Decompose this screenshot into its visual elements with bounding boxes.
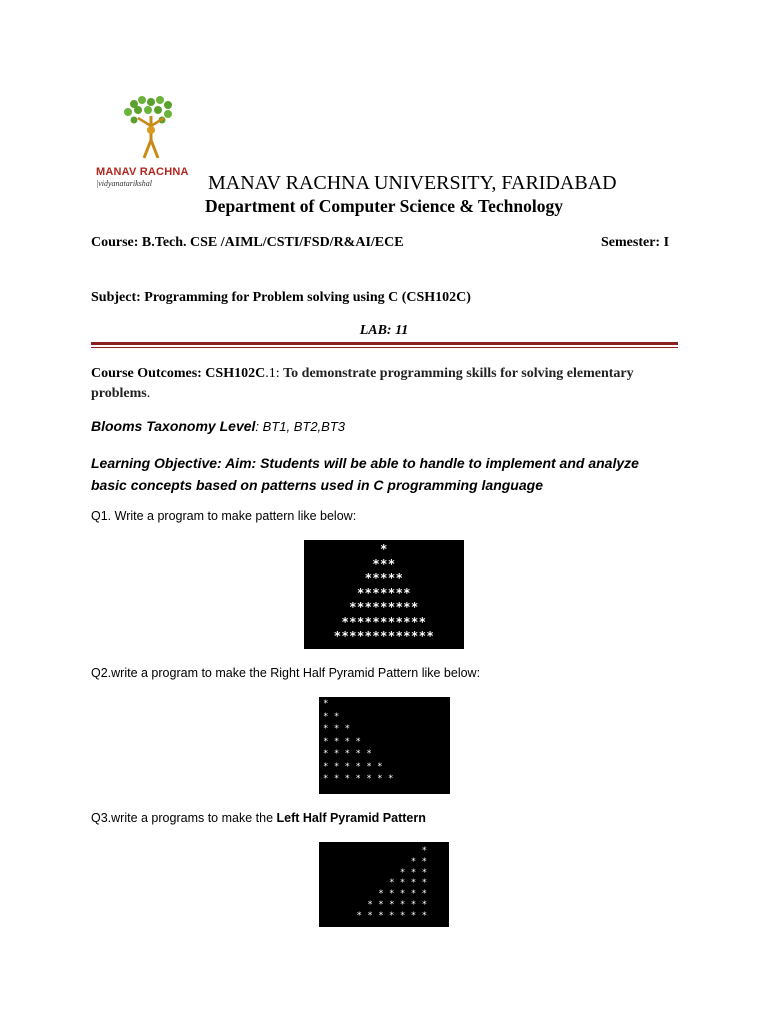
course-line: Course: B.Tech. CSE /AIML/CSTI/FSD/R&AI/ECE <box>91 235 404 250</box>
outcomes-label: Course Outcomes: CSH102C <box>91 366 266 381</box>
pattern-row: * <box>421 846 427 856</box>
outcomes-text: To demonstrate programming skills for solving elementary problems <box>91 366 634 401</box>
divider-thin <box>91 347 678 348</box>
pattern-row: * * * * <box>389 878 427 889</box>
lab-number: LAB: 11 <box>359 323 409 338</box>
pattern-row: * * * * * * * <box>323 774 394 784</box>
pattern-row: * * * <box>399 867 427 878</box>
question-3-prefix: Q3.write a programs to make the <box>91 811 277 825</box>
blooms-value: : BT1, BT2,BT3 <box>255 419 346 434</box>
pattern-row: * <box>380 542 388 556</box>
question-1: Q1. Write a program to make pattern like below: <box>91 509 357 523</box>
pattern-row: * * * * <box>323 736 361 747</box>
blooms-label: Blooms Taxonomy Level <box>91 418 256 434</box>
pattern-row: ************* <box>333 629 435 643</box>
pattern-row: *** <box>372 556 396 571</box>
logo-tagline: |vidyanatarikshal <box>96 179 152 188</box>
outcomes-end: . <box>146 386 151 401</box>
university-title: MANAV RACHNA UNIVERSITY, FARIDABAD <box>208 172 617 194</box>
question-2: Q2.write a program to make the Right Half Pyramid Pattern like below: <box>91 666 481 680</box>
department-title: Department of Computer Science & Technology <box>205 196 563 216</box>
outcomes-colon: : <box>275 366 284 381</box>
pattern-row: *********** <box>341 614 427 629</box>
learning-objective: Learning Objective: Aim: Students will be able to handle to implement and analyze basic concepts based on patterns used in C programming language <box>91 455 639 493</box>
pattern-row: * * * * * * <box>323 761 383 772</box>
pattern-row: * * * * * <box>323 749 372 759</box>
left-half-pyramid-output <box>319 842 449 927</box>
pattern-row: ***** <box>364 571 404 585</box>
blooms-level <box>91 418 345 434</box>
tree-icon <box>124 96 172 158</box>
right-half-pyramid-output <box>319 697 450 794</box>
pattern-row: * * * * * * * <box>356 910 427 921</box>
outcomes-code-suffix: .1 <box>265 366 276 381</box>
semester-line: Semester: I <box>601 235 670 250</box>
pattern-row: ******* <box>356 585 412 600</box>
pattern-row: * * * <box>323 724 351 734</box>
full-pyramid-output <box>304 540 464 649</box>
pattern-row: * * * * * <box>378 889 427 900</box>
question-3-bold: Left Half Pyramid Pattern <box>276 811 426 825</box>
logo-wordmark: MANAV RACHNA <box>96 166 189 178</box>
pattern-row: * * * * * * <box>367 900 427 910</box>
divider-thick <box>91 342 678 345</box>
pattern-row: ********* <box>349 600 419 614</box>
pattern-row: * * <box>323 711 340 722</box>
pattern-row: * <box>323 699 329 709</box>
question-3 <box>91 811 426 825</box>
subject-line: Subject: Programming for Problem solving using C (CSH102C) <box>91 290 471 305</box>
course-outcomes <box>91 364 681 404</box>
pattern-row: * * <box>410 856 427 867</box>
